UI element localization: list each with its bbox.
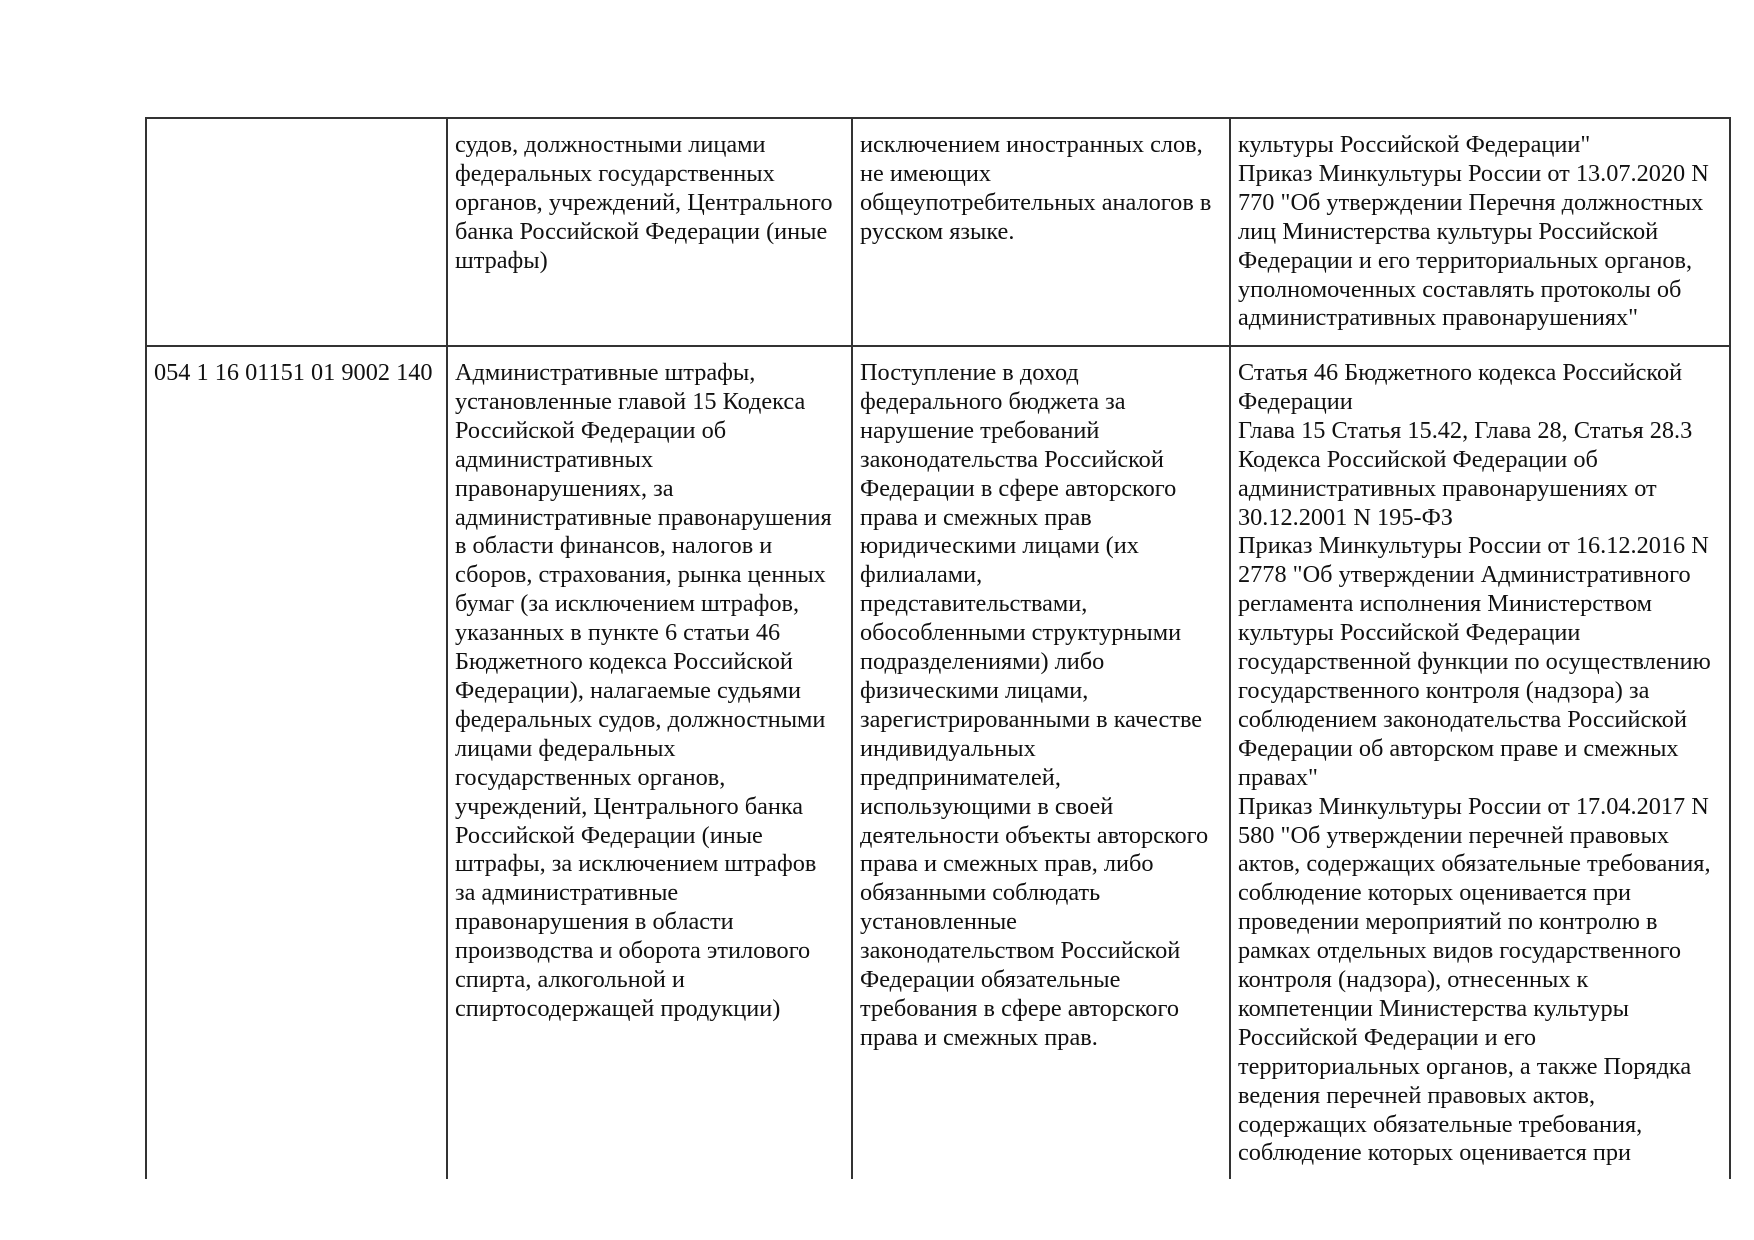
text-line: культуры Российской Федерации": [1238, 131, 1591, 158]
text-line: права и смежных прав: [860, 503, 1092, 531]
text-line: правонарушениях, за: [455, 474, 674, 502]
text-line: административных: [455, 445, 654, 473]
text-line: Приказ Минкультуры России от 13.07.2020 N: [1238, 159, 1709, 187]
text-line: проведении мероприятий по контролю в: [1238, 908, 1658, 936]
text-line: Кодекса Российской Федерации об: [1238, 445, 1598, 473]
name-cell: [448, 347, 853, 1179]
document-table: [145, 117, 1731, 1179]
text-line: соблюдение которых оценивается при: [1238, 1139, 1632, 1167]
text-line: спирта, алкогольной и: [455, 966, 685, 994]
text-line: административных правонарушениях": [1238, 304, 1639, 332]
text-line: лиц Министерства культуры Российской: [1238, 217, 1659, 245]
text-line: деятельности объекты авторского: [860, 821, 1209, 849]
text-line: судов, должностными лицами: [455, 131, 766, 158]
text-line: законодательством Российской: [860, 937, 1181, 965]
text-line: 580 "Об утверждении перечней правовых: [1238, 821, 1669, 849]
text-line: бумаг (за исключением штрафов,: [455, 590, 800, 618]
text-line: обязанными соблюдать: [860, 879, 1101, 907]
text-line: подразделениями) либо: [860, 648, 1105, 676]
text-line: Приказ Минкультуры России от 16.12.2016 N: [1238, 532, 1709, 560]
description-cell: [853, 119, 1231, 345]
text-line: использующими в своей: [860, 792, 1114, 820]
text-line: актов, содержащих обязательные требования,: [1238, 850, 1711, 878]
text-line: русском языке.: [860, 217, 1015, 245]
text-line: Административные штрафы,: [455, 359, 756, 386]
text-line: лицами федеральных: [455, 734, 676, 762]
text-line: Российской Федерации об: [455, 416, 727, 444]
text-line: указанных в пункте 6 статьи 46: [455, 619, 781, 647]
text-line: административные правонарушения: [455, 503, 832, 531]
code-cell: [147, 119, 448, 345]
text-line: государственной функции по осуществлению: [1238, 648, 1711, 676]
text-line: территориальных органов, а также Порядка: [1238, 1052, 1692, 1080]
text-line: Федерации об авторском праве и смежных: [1238, 734, 1679, 762]
text-line: правах": [1238, 763, 1318, 791]
text-line: органов, учреждений, Центрального: [455, 188, 833, 216]
text-line: представительствами,: [860, 590, 1088, 618]
text-line: федеральных государственных: [455, 159, 775, 187]
legal-basis-cell: [1231, 119, 1729, 345]
text-line: не имеющих: [860, 159, 992, 187]
text-line: Федерации обязательные: [860, 966, 1121, 994]
text-line: спиртосодержащей продукции): [455, 994, 781, 1022]
description-cell: [853, 347, 1231, 1179]
text-line: соблюдением законодательства Российской: [1238, 705, 1687, 733]
text-line: уполномоченных составлять протоколы об: [1238, 275, 1682, 303]
text-line: контроля (надзора), отнесенных к: [1238, 966, 1589, 994]
text-line: 2778 "Об утверждении Административного: [1238, 561, 1691, 589]
code-cell: [147, 347, 448, 1179]
text-line: Статья 46 Бюджетного кодекса Российской: [1238, 359, 1683, 386]
text-line: регламента исполнения Министерством: [1238, 590, 1653, 618]
text-line: федеральных судов, должностными: [455, 705, 826, 733]
text-line: установленные главой 15 Кодекса: [455, 387, 806, 415]
text-line: государственного контроля (надзора) за: [1238, 676, 1650, 704]
text-line: в области финансов, налогов и: [455, 532, 773, 560]
text-line: исключением иностранных слов,: [860, 131, 1203, 158]
text-line: Глава 15 Статья 15.42, Глава 28, Статья 28.3: [1238, 416, 1693, 444]
text-line: права и смежных прав, либо: [860, 850, 1154, 878]
text-line: штрафы, за исключением штрафов: [455, 850, 817, 878]
text-line: филиалами,: [860, 561, 983, 589]
text-line: производства и оборота этилового: [455, 937, 811, 965]
text-line: физическими лицами,: [860, 676, 1089, 704]
text-line: содержащих обязательные требования,: [1238, 1110, 1643, 1138]
text-line: за административные: [455, 879, 679, 907]
text-line: Бюджетного кодекса Российской: [455, 648, 793, 676]
text-line: рамках отдельных видов государственного: [1238, 937, 1681, 965]
text-line: 30.12.2001 N 195-ФЗ: [1238, 503, 1453, 531]
text-line: 054 1 16 01151 01 9002 140: [154, 359, 433, 386]
text-line: соблюдение которых оценивается при: [1238, 879, 1632, 907]
text-line: общеупотребительных аналогов в: [860, 188, 1212, 216]
table-row: [147, 119, 1729, 347]
text-line: юридическими лицами (их: [860, 532, 1139, 560]
text-line: индивидуальных: [860, 734, 1036, 762]
text-line: банка Российской Федерации (иные: [455, 217, 828, 245]
text-line: Российской Федерации (иные: [455, 821, 763, 849]
text-line: компетенции Министерства культуры: [1238, 994, 1630, 1022]
text-line: Приказ Минкультуры России от 17.04.2017 N: [1238, 792, 1709, 820]
text-line: требования в сфере авторского: [860, 994, 1179, 1022]
text-line: зарегистрированными в качестве: [860, 705, 1203, 733]
text-line: Федерации в сфере авторского: [860, 474, 1177, 502]
text-line: законодательства Российской: [860, 445, 1164, 473]
text-line: административных правонарушениях от: [1238, 474, 1657, 502]
text-line: ведения перечней правовых актов,: [1238, 1081, 1596, 1109]
text-line: Федерации), налагаемые судьями: [455, 676, 802, 704]
text-line: обособленными структурными: [860, 619, 1182, 647]
text-line: права и смежных прав.: [860, 1023, 1098, 1051]
text-line: государственных органов,: [455, 763, 726, 791]
text-line: Российской Федерации и его: [1238, 1023, 1537, 1051]
table-row: [147, 347, 1729, 1179]
text-line: нарушение требований: [860, 416, 1100, 444]
text-line: правонарушения в области: [455, 908, 734, 936]
text-line: культуры Российской Федерации: [1238, 619, 1581, 647]
text-line: Поступление в доход: [860, 359, 1079, 386]
text-line: Федерации: [1238, 387, 1353, 415]
legal-basis-cell: [1231, 347, 1729, 1179]
text-line: предпринимателей,: [860, 763, 1061, 791]
name-cell: [448, 119, 853, 345]
text-line: Федерации и его территориальных органов,: [1238, 246, 1693, 274]
text-line: установленные: [860, 908, 1017, 936]
text-line: учреждений, Центрального банка: [455, 792, 804, 820]
text-line: сборов, страхования, рынка ценных: [455, 561, 826, 589]
text-line: федерального бюджета за: [860, 387, 1126, 415]
text-line: 770 "Об утверждении Перечня должностных: [1238, 188, 1704, 216]
text-line: штрафы): [455, 246, 548, 274]
